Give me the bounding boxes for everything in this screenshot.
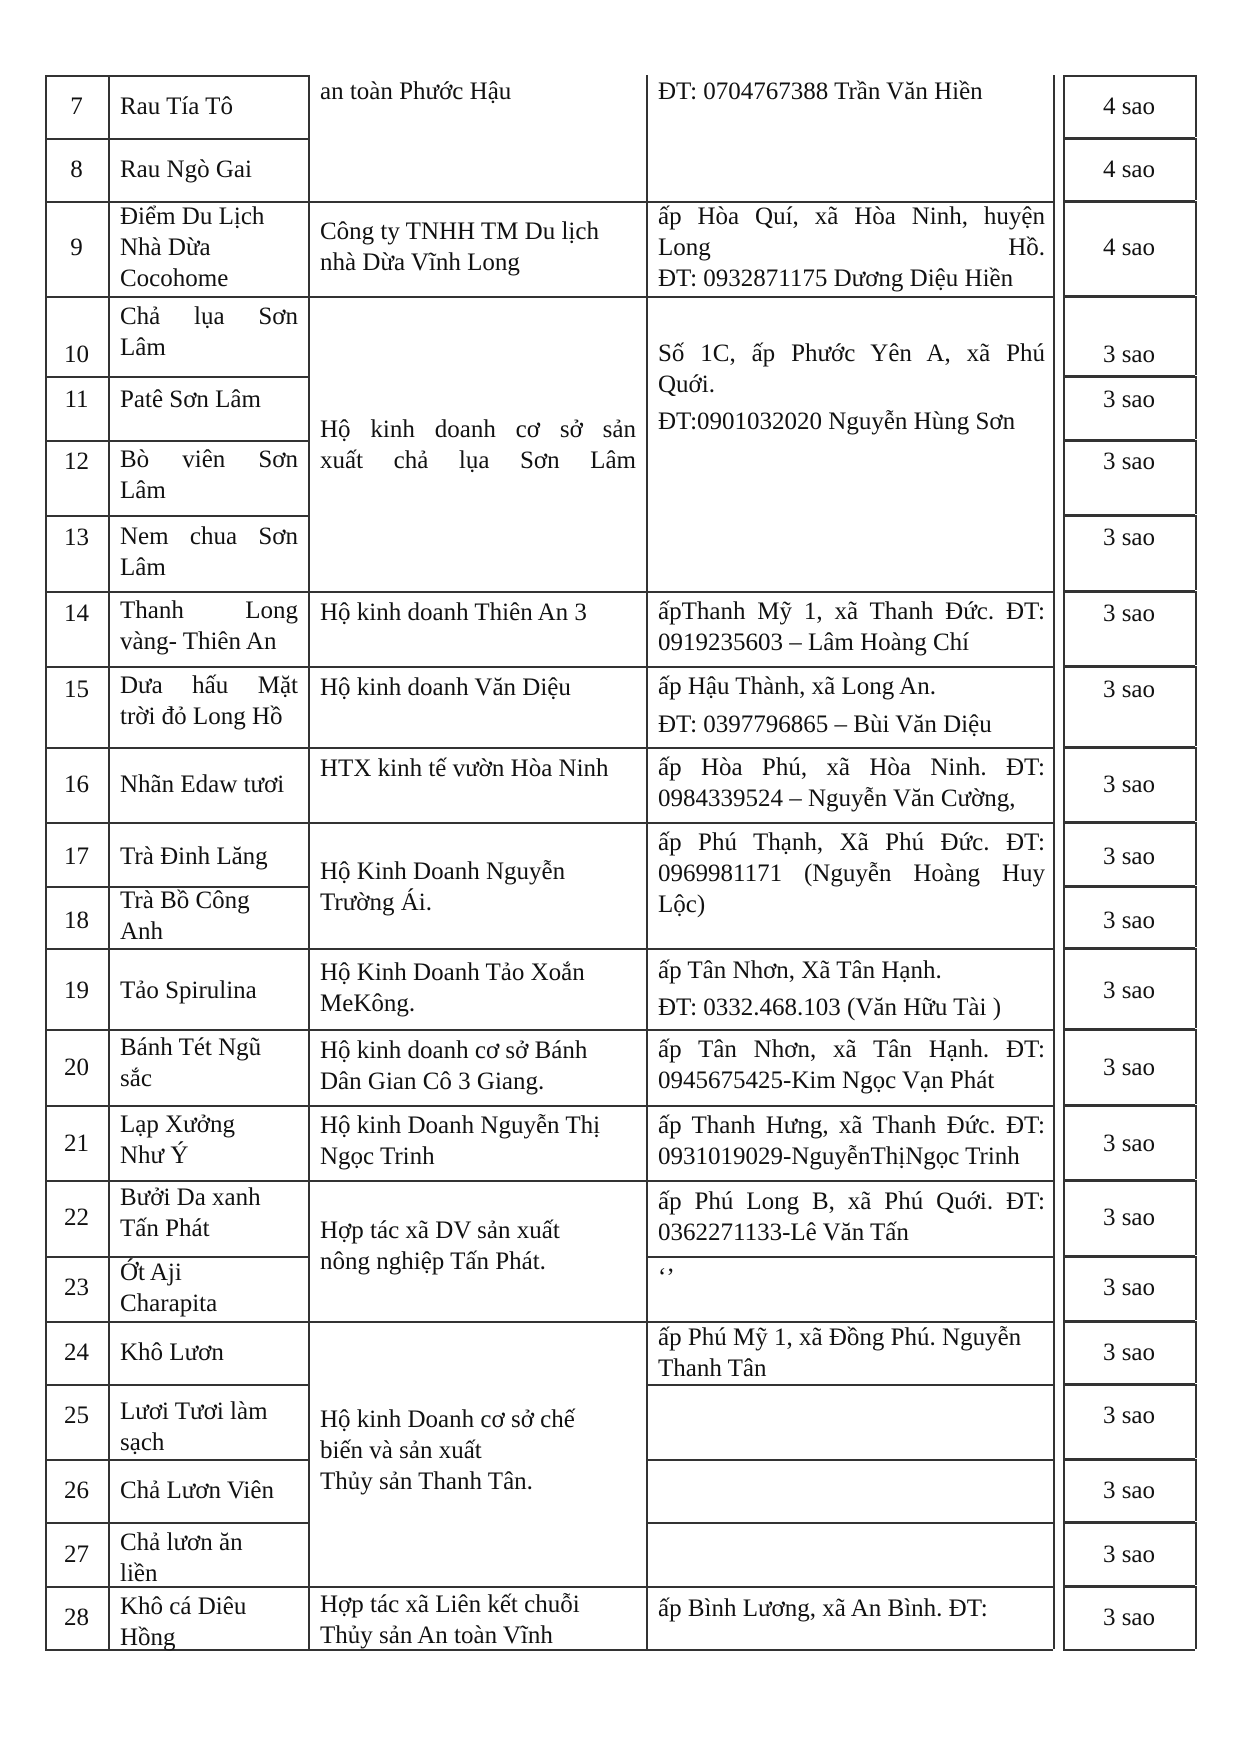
row-number: 9	[70, 234, 83, 261]
address-line: Long Hồ.	[658, 234, 1045, 261]
grid-line	[1195, 822, 1197, 885]
product-name	[120, 521, 298, 583]
owner-text: Hợp tác xã Liên kết chuỗi Thủy sản An toàn Vĩnh	[320, 1591, 580, 1649]
address-text	[658, 992, 1045, 1023]
grid-line	[308, 666, 646, 668]
address-line: ấp Hậu Thành, xã Long An.	[658, 673, 936, 700]
row-number: 22	[64, 1204, 89, 1231]
grid-line	[1063, 1522, 1195, 1524]
owner-text: Hộ Kinh Doanh Nguyễn Trường Ái.	[320, 858, 566, 916]
grid-line	[1195, 1105, 1197, 1179]
grid-line	[1195, 296, 1197, 375]
address-line: 0984339524 – Nguyễn Văn Cường,	[658, 785, 1016, 812]
row-number: 15	[64, 676, 89, 703]
product-name: Chả Lươn Viên	[120, 1477, 274, 1504]
product-name: Bưởi Da xanh Tấn Phát	[120, 1184, 261, 1242]
rank-value: 3 sao	[1102, 448, 1156, 475]
row-number: 11	[64, 386, 89, 413]
grid-line	[1195, 1384, 1197, 1458]
product-name-line: Lâm	[120, 334, 166, 361]
address-line: ĐT: 0704767388 Trần Văn Hiền	[658, 78, 983, 105]
address-line: ĐT: 0332.468.103 (Văn Hữu Tài )	[658, 994, 1002, 1021]
row-number: 23	[64, 1274, 89, 1301]
address-line: Quới.	[658, 371, 715, 398]
grid-line	[1195, 747, 1197, 821]
product-name-line: Dưa hấu Mặt	[120, 672, 298, 699]
grid-line	[45, 1384, 308, 1386]
address-line: ấp Phú Mỹ 1, xã Đồng Phú. Nguyễn	[658, 1324, 1022, 1351]
grid-line	[1063, 886, 1195, 888]
grid-line	[1195, 666, 1197, 746]
grid-line	[1195, 1459, 1197, 1521]
grid-line	[1195, 1522, 1197, 1585]
row-number: 17	[64, 843, 89, 870]
grid-line	[308, 1029, 646, 1031]
product-name: Trà Đinh Lăng	[120, 843, 268, 870]
product-name-line: Nem chua Sơn	[120, 523, 298, 550]
grid-line	[646, 1586, 1053, 1588]
product-name: Bánh Tét Ngũ sắc	[120, 1034, 262, 1092]
grid-line	[646, 1459, 1053, 1461]
grid-line	[1195, 948, 1197, 1028]
grid-line	[1063, 948, 1195, 950]
address-line: 0945675425-Kim Ngọc Vạn Phát	[658, 1067, 995, 1094]
product-name-line: Lâm	[120, 554, 166, 581]
grid-line	[1195, 515, 1197, 590]
product-name: Tảo Spirulina	[120, 977, 257, 1004]
grid-line	[646, 1522, 1053, 1524]
grid-line	[308, 201, 646, 203]
rank-value: 3 sao	[1102, 907, 1156, 934]
grid-line	[1195, 886, 1197, 947]
grid-line	[1063, 376, 1195, 378]
grid-line	[1063, 1649, 1195, 1651]
address-line: ĐT:0901032020 Nguyễn Hùng Sơn	[658, 408, 1016, 435]
grid-line	[45, 1321, 308, 1323]
grid-line	[45, 1522, 308, 1524]
owner-text: an toàn Phước Hậu	[320, 78, 512, 105]
grid-line	[45, 296, 308, 298]
address-line: ‘’	[658, 1264, 675, 1291]
grid-line	[45, 666, 308, 668]
rank-value: 3 sao	[1102, 1604, 1156, 1631]
grid-line	[308, 296, 646, 298]
grid-line	[308, 75, 310, 1649]
rank-value: 3 sao	[1102, 386, 1156, 413]
rank-value: 4 sao	[1102, 234, 1156, 261]
product-name: Nhãn Edaw tươi	[120, 771, 285, 798]
row-number: 13	[64, 524, 89, 551]
grid-line	[1063, 296, 1195, 298]
grid-line	[1063, 1029, 1195, 1031]
grid-line	[45, 515, 308, 517]
product-name: Chả lươn ăn liền	[120, 1529, 243, 1587]
grid-line	[1053, 75, 1055, 1649]
grid-line	[308, 1586, 646, 1588]
row-number: 27	[64, 1541, 89, 1568]
grid-line	[646, 948, 1053, 950]
grid-line	[1195, 1321, 1197, 1383]
rank-value: 3 sao	[1102, 1054, 1156, 1081]
rank-value: 3 sao	[1102, 1274, 1156, 1301]
grid-line	[308, 822, 646, 824]
product-name-line: Thanh Long	[120, 597, 298, 624]
product-name-line: trời đỏ Long Hồ	[120, 703, 283, 730]
row-number: 25	[64, 1402, 89, 1429]
product-name: Trà Bồ Công Anh	[120, 887, 250, 945]
address-line: ấp Phú Long B, xã Phú Quới. ĐT:	[658, 1188, 1045, 1215]
grid-line	[1063, 1586, 1195, 1588]
owner-text: Hộ kinh doanh Thiên An 3	[320, 599, 587, 626]
grid-line	[45, 822, 308, 824]
row-number: 24	[64, 1339, 89, 1366]
grid-line	[45, 440, 308, 442]
address-text	[658, 1593, 1045, 1624]
grid-line	[45, 747, 308, 749]
rank-value: 3 sao	[1102, 771, 1156, 798]
grid-line	[646, 1029, 1053, 1031]
grid-line	[1063, 1180, 1195, 1182]
grid-line	[1195, 376, 1197, 439]
rank-value: 3 sao	[1102, 1477, 1156, 1504]
rank-value: 3 sao	[1102, 1339, 1156, 1366]
grid-line	[1063, 822, 1195, 824]
grid-line	[1195, 75, 1197, 137]
grid-line	[1063, 747, 1195, 749]
product-name: Ớt Aji Charapita	[120, 1259, 218, 1317]
address-line: 0969981171 (Nguyễn Hoàng Huy	[658, 860, 1045, 887]
address-text	[658, 1322, 1045, 1384]
row-number: 16	[64, 771, 89, 798]
grid-line	[1063, 515, 1195, 517]
grid-line	[1063, 666, 1195, 668]
address-line: ấp Bình Lương, xã An Bình. ĐT:	[658, 1595, 988, 1622]
grid-line	[1195, 1586, 1197, 1649]
owner-text: Công ty TNHH TM Du lịch nhà Dừa Vĩnh Long	[320, 218, 599, 276]
row-number: 20	[64, 1054, 89, 1081]
grid-line	[646, 296, 1053, 298]
product-name-line: Chả lụa Sơn	[120, 303, 298, 330]
address-text	[658, 596, 1045, 658]
grid-line	[45, 948, 308, 950]
product-name	[120, 444, 298, 506]
grid-line	[308, 747, 646, 749]
grid-line	[308, 591, 646, 593]
grid-line	[45, 1459, 308, 1461]
product-name-line: vàng- Thiên An	[120, 628, 277, 655]
grid-line	[646, 1256, 1053, 1258]
row-number: 21	[64, 1130, 89, 1157]
address-line: Số 1C, ấp Phước Yên A, xã Phú	[658, 340, 1045, 367]
rank-value: 3 sao	[1102, 1541, 1156, 1568]
grid-line	[646, 591, 1053, 593]
row-number: 12	[64, 448, 89, 475]
grid-line	[1195, 1256, 1197, 1320]
address-text	[658, 709, 1045, 740]
grid-line	[308, 948, 646, 950]
grid-line	[1063, 138, 1195, 140]
owner-text: Hợp tác xã DV sản xuất nông nghiệp Tấn Phát.	[320, 1217, 560, 1275]
grid-line	[308, 1321, 646, 1323]
address-line: Lộc)	[658, 891, 706, 918]
grid-line	[1063, 201, 1195, 203]
address-line: ấp Hòa Phú, xã Hòa Ninh. ĐT:	[658, 754, 1045, 781]
product-name	[120, 670, 298, 732]
product-name: Khô Lươn	[120, 1339, 224, 1366]
grid-line	[1063, 1256, 1195, 1258]
grid-line	[646, 747, 1053, 749]
grid-line	[308, 1105, 646, 1107]
product-name: Khô cá Diêu Hồng	[120, 1593, 247, 1651]
grid-line	[45, 1029, 308, 1031]
rank-value: 4 sao	[1102, 156, 1156, 183]
grid-line	[1195, 440, 1197, 514]
rank-value: 3 sao	[1102, 977, 1156, 1004]
rank-value: 3 sao	[1102, 341, 1156, 368]
address-line: ấp Tân Nhơn, Xã Tân Hạnh.	[658, 957, 942, 984]
address-line: ĐT: 0932871175 Dương Diệu Hiền	[658, 265, 1014, 292]
grid-line	[1063, 75, 1195, 77]
owner-text: Hộ kinh doanh Văn Diệu	[320, 674, 571, 701]
grid-line	[1063, 1384, 1195, 1386]
address-line: 0919235603 – Lâm Hoàng Chí	[658, 629, 970, 656]
owner-text: Hộ kinh Doanh Nguyễn Thị Ngọc Trinh	[320, 1112, 601, 1170]
product-name: Patê Sơn Lâm	[120, 386, 261, 413]
grid-line	[646, 822, 1053, 824]
row-number: 26	[64, 1477, 89, 1504]
rank-value: 3 sao	[1102, 1204, 1156, 1231]
grid-line	[45, 1105, 308, 1107]
address-text	[658, 1034, 1045, 1096]
row-number: 14	[64, 600, 89, 627]
address-text	[658, 752, 1045, 814]
row-number: 28	[64, 1604, 89, 1631]
address-text	[658, 1262, 1045, 1293]
rank-value: 4 sao	[1102, 93, 1156, 120]
grid-line	[1195, 1029, 1197, 1104]
address-text	[658, 76, 1045, 107]
grid-line	[108, 75, 110, 1649]
address-line: ĐT: 0397796865 – Bùi Văn Diệu	[658, 711, 992, 738]
address-line: Thanh Tân	[658, 1355, 767, 1382]
row-number: 18	[64, 907, 89, 934]
grid-line	[1195, 138, 1197, 200]
product-name-line: Bò viên Sơn	[120, 446, 298, 473]
address-text	[658, 338, 1045, 400]
grid-line	[1063, 440, 1195, 442]
product-name-line: Lâm	[120, 477, 166, 504]
address-text	[658, 1110, 1045, 1172]
row-number: 10	[64, 341, 89, 368]
rank-value: 3 sao	[1102, 1402, 1156, 1429]
address-text	[658, 827, 1045, 920]
grid-line	[308, 1180, 646, 1182]
grid-line	[1195, 591, 1197, 665]
row-number: 8	[70, 156, 83, 183]
owner-text: HTX kinh tế vườn Hòa Ninh	[320, 755, 609, 782]
rank-value: 3 sao	[1102, 1130, 1156, 1157]
grid-line	[1063, 591, 1195, 593]
grid-line	[45, 376, 308, 378]
address-text	[658, 955, 1045, 986]
grid-line	[1063, 1105, 1195, 1107]
grid-line	[646, 1649, 1053, 1651]
address-line: ấp Phú Thạnh, Xã Phú Đức. ĐT:	[658, 829, 1045, 856]
grid-line	[646, 666, 1053, 668]
address-line: ấp Tân Nhơn, xã Tân Hạnh. ĐT:	[658, 1036, 1045, 1063]
row-number: 7	[70, 93, 83, 120]
rank-value: 3 sao	[1102, 600, 1156, 627]
product-name: Điểm Du Lịch Nhà Dừa Cocohome	[120, 203, 265, 292]
product-name	[120, 301, 298, 363]
grid-line	[1195, 201, 1197, 295]
address-text	[658, 1186, 1045, 1248]
address-text	[658, 671, 1045, 702]
rank-value: 3 sao	[1102, 676, 1156, 703]
grid-line	[1063, 1459, 1195, 1461]
product-name: Rau Tía Tô	[120, 93, 233, 120]
owner-text: Hộ kinh doanh cơ sở sản xuất chả lụa Sơn Lâm	[320, 416, 636, 474]
rank-value: 3 sao	[1102, 843, 1156, 870]
product-name: Rau Ngò Gai	[120, 156, 252, 183]
grid-line	[45, 591, 308, 593]
address-line: ấp Hòa Quí, xã Hòa Ninh, huyện	[658, 203, 1045, 230]
address-text	[658, 406, 1045, 437]
owner-text: Hộ Kinh Doanh Tảo Xoắn MeKông.	[320, 959, 585, 1017]
address-line: 0362271133-Lê Văn Tấn	[658, 1219, 909, 1246]
row-number: 19	[64, 977, 89, 1004]
owner-text: Hộ kinh Doanh cơ sở chế biến và sản xuất Thủy sản Thanh Tân.	[320, 1406, 575, 1495]
address-line: 0931019029-NguyễnThịNgọc Trinh	[658, 1143, 1020, 1170]
product-name: Lươi Tươi làm sạch	[120, 1398, 268, 1456]
address-line: ấp Thanh Hưng, xã Thanh Đức. ĐT:	[658, 1112, 1045, 1139]
grid-line	[646, 75, 648, 1649]
grid-line	[45, 138, 308, 140]
grid-line	[646, 1105, 1053, 1107]
address-line: ấpThanh Mỹ 1, xã Thanh Đức. ĐT:	[658, 598, 1045, 625]
address-text	[658, 201, 1045, 294]
rank-value: 3 sao	[1102, 524, 1156, 551]
owner-text: Hộ kinh doanh cơ sở Bánh Dân Gian Cô 3 Giang.	[320, 1037, 588, 1095]
product-name	[120, 595, 298, 657]
grid-line	[646, 1384, 1053, 1386]
product-name: Lạp Xưởng Như Ý	[120, 1111, 235, 1169]
grid-line	[646, 1180, 1053, 1182]
grid-line	[1063, 1321, 1195, 1323]
grid-line	[45, 75, 308, 77]
grid-line	[1195, 1180, 1197, 1255]
